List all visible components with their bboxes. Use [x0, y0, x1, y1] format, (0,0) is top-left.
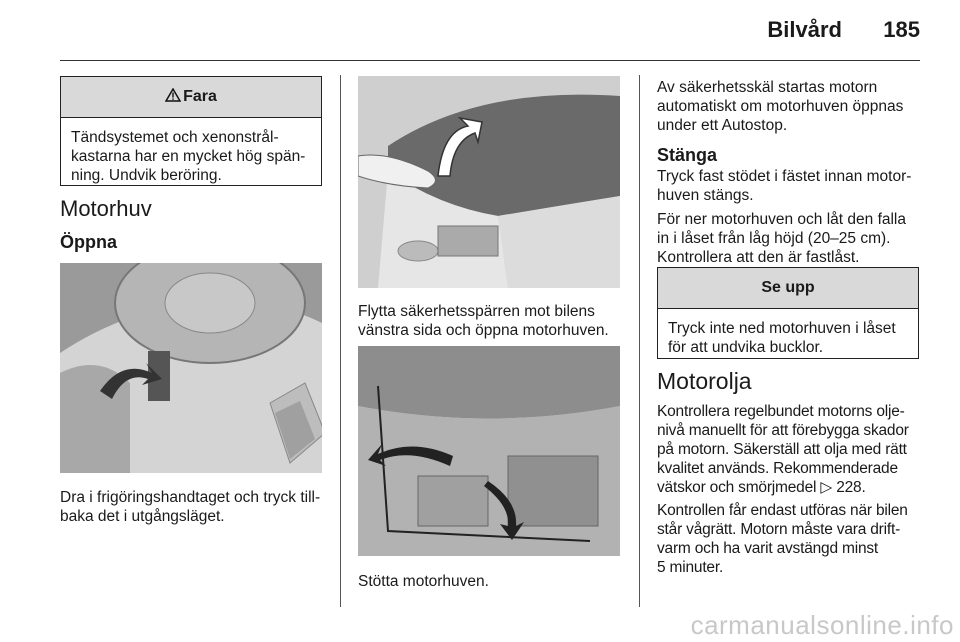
text-line: Av säkerhetsskäl startas motorn — [657, 79, 878, 96]
caution-line: för att undvika bucklor. — [668, 339, 824, 356]
hood-latch-image — [358, 76, 620, 288]
text-line: vänstra sida och öppna motorhuven. — [358, 322, 609, 339]
text-line: på motorn. Säkerställ att olja med rätt — [657, 441, 907, 458]
danger-box-title: Fara — [183, 88, 217, 105]
text-line: automatiskt om motorhuven öppnas — [657, 98, 904, 115]
danger-box-header — [61, 77, 321, 118]
close-paragraph-2 — [657, 210, 932, 267]
text-line: under ett Autostop. — [657, 117, 788, 134]
danger-line: Tändsystemet och xenonstrål- — [71, 129, 279, 146]
page-reference-text[interactable]: vätskor och smörjmedel ▷ 228. — [657, 479, 866, 496]
subheading-oppna: Öppna — [60, 232, 117, 252]
heading-motorhuv: Motorhuv — [60, 196, 152, 221]
caution-box — [657, 267, 919, 359]
autostop-text — [657, 78, 927, 135]
text-line: Flytta säkerhetsspärren mot bilens — [358, 303, 595, 320]
caution-box-header: Se upp — [658, 268, 918, 309]
interior-release-lever-image — [60, 263, 322, 473]
page-section-title: Bilvård — [767, 17, 842, 42]
caption-prop-rod: Stötta motorhuven. — [358, 573, 489, 590]
column-divider-1 — [340, 75, 341, 607]
text-move-catch — [358, 302, 630, 340]
column-divider-2 — [639, 75, 640, 607]
danger-box — [60, 76, 322, 186]
danger-line: kastarna har en mycket hög spän- — [71, 148, 306, 165]
caution-line: Tryck inte ned motorhuven i låset — [668, 320, 896, 337]
header-rule — [60, 60, 920, 61]
oil-paragraph-2 — [657, 501, 947, 577]
caption-release — [60, 488, 332, 526]
danger-line: ning. Undvik beröring. — [71, 167, 222, 184]
text-line: nivå manuellt för att förebygga skador — [657, 422, 909, 439]
caption-line: baka det i utgångsläget. — [60, 508, 225, 525]
warning-triangle-icon — [165, 77, 181, 117]
subheading-stanga: Stänga — [657, 145, 718, 165]
text-line: varm och ha varit avstängd minst — [657, 540, 879, 557]
engine-bay-prop-rod-image — [358, 346, 620, 556]
close-paragraph-1 — [657, 167, 932, 205]
text-line: Kontrollera regelbundet motorns olje- — [657, 403, 905, 420]
heading-motorolja: Motorolja — [657, 368, 752, 394]
text-line: kvalitet används. Rekommenderade — [657, 460, 898, 477]
text-line: in i låset från låg höjd (20–25 cm). — [657, 230, 891, 247]
text-line: 5 minuter. — [657, 559, 724, 576]
caption-line: Dra i frigöringshandtaget och tryck till- — [60, 489, 321, 506]
page-number: 185 — [883, 17, 920, 42]
text-line: För ner motorhuven och låt den falla — [657, 211, 906, 228]
text-line: Kontrollera att den är fastlåst. — [657, 249, 860, 266]
text-line: Kontrollen får endast utföras när bilen — [657, 502, 908, 519]
text-line: huven stängs. — [657, 187, 754, 204]
text-line: står vågrätt. Motorn måste vara drift- — [657, 521, 901, 538]
watermark: carmanualsonline.info — [690, 610, 954, 640]
oil-paragraph-1 — [657, 402, 947, 497]
text-line: Tryck fast stödet i fästet innan motor- — [657, 168, 912, 185]
